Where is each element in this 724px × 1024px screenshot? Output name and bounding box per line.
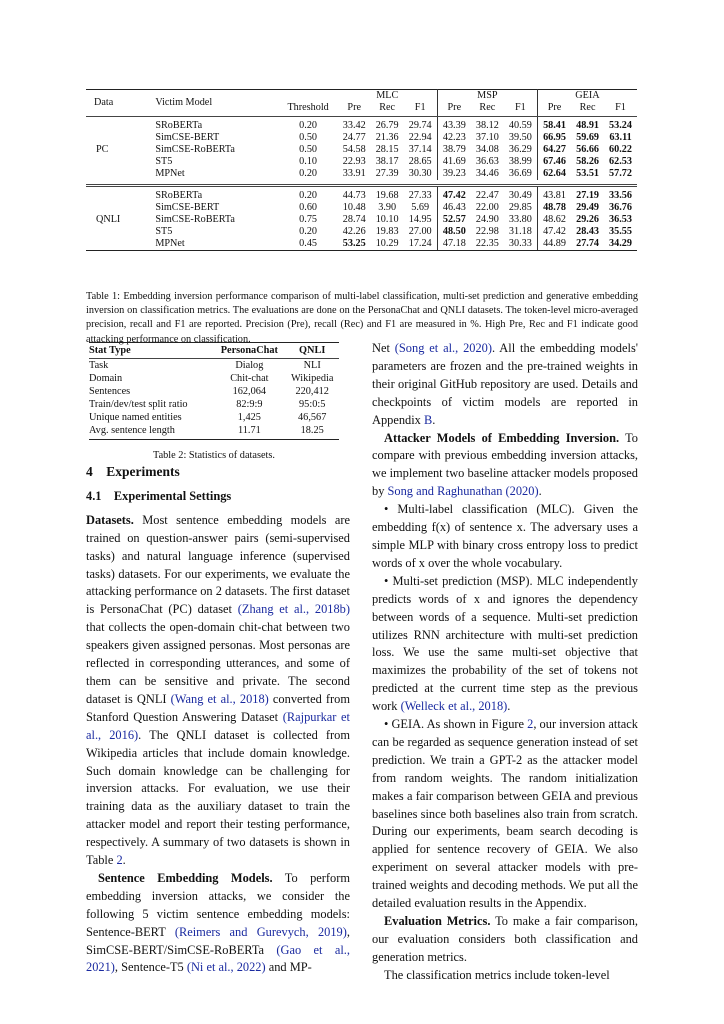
figure-reference-link[interactable]: 2 [527, 717, 534, 732]
metric-cell: 34.46 [475, 168, 499, 179]
metric-cell: 22.47 [475, 190, 499, 201]
metric-cell: 38.12 [475, 120, 499, 131]
metric-cell: 3.90 [378, 202, 397, 213]
subsection-heading: 4.1 Experimental Settings [86, 488, 232, 503]
metric-cell: 34.08 [475, 144, 499, 155]
text: • Multi-set prediction (MSP). MLC independently predicts words of x and ignores the dependency between words of a sequence. Multi-set prediction utilizes RNN architecture with multi-set prediction loss. We use the same multi-set objective that maximizes the probability of the set of tokens not predicted at the current time step as the previous work [372, 573, 638, 714]
metric-cell: 22.00 [475, 202, 499, 213]
metric-cell: 38.79 [437, 144, 471, 156]
metric-cell: 62.53 [609, 156, 632, 167]
metric-cell: 52.57 [437, 214, 471, 226]
table2-cell: Dialog [235, 360, 264, 371]
table-1 [86, 89, 637, 251]
text: Most sentence embedding models are trained on question-answer pairs (semi-supervised tasks) and natural language inference (supervised tasks) datasets. For our experiments, we evaluate the attacking performance on 2 datasets. The first dataset is PersonaChat (PC) dataset [86, 512, 351, 617]
metric-cell: 34.29 [604, 238, 637, 251]
geia-bullet [372, 716, 638, 913]
metric-cell: 19.68 [375, 190, 399, 201]
metric-cell: 17.24 [404, 238, 438, 251]
metric-cell: 54.58 [342, 144, 366, 155]
table2-cell: Domain [89, 373, 123, 384]
metric-cell: 47.18 [437, 238, 471, 251]
metric-cell: 21.36 [375, 132, 399, 143]
metric-cell: 27.00 [408, 226, 432, 237]
metric-cell: 19.83 [375, 226, 399, 237]
header-geia-f1: F1 [604, 102, 637, 117]
header-geia: GEIA [537, 90, 637, 103]
table2-header: PersonaChat [213, 343, 285, 359]
metric-cell: 67.46 [537, 156, 571, 168]
victim-model-cell: SimCSE-RoBERTa [155, 144, 235, 155]
metric-cell: 30.30 [408, 168, 432, 179]
metric-cell: 36.29 [508, 144, 532, 155]
metric-cell: 35.55 [609, 226, 632, 237]
header-geia-rec: Rec [571, 102, 604, 117]
evaluation-metrics-paragraph [372, 913, 638, 967]
paragraph-heading: Sentence Embedding Models. [98, 870, 273, 885]
table2-cell: 46,567 [298, 412, 327, 423]
victim-model-cell: SRoBERTa [155, 120, 203, 131]
metric-cell: 33.80 [508, 214, 532, 225]
metric-cell: 5.69 [411, 202, 430, 213]
section-heading: 4 Experiments [86, 464, 180, 479]
victim-model-cell: SimCSE-RoBERTa [155, 214, 235, 225]
table2-cell: Unique named entities [89, 412, 182, 423]
threshold-cell: 0.20 [299, 226, 317, 237]
table-2-caption: Table 2: Statistics of datasets. [153, 450, 275, 461]
table2-cell: Sentences [89, 386, 131, 397]
metric-cell: 44.89 [537, 238, 571, 251]
metric-cell: 36.53 [609, 214, 632, 225]
metric-cell: 53.25 [338, 238, 371, 251]
metric-cell: 22.94 [408, 132, 432, 143]
metric-cell: 10.10 [375, 214, 399, 225]
table-row [89, 372, 339, 385]
text: To perform embedding inversion attacks, we consider the following 5 victim sentence embedding models: Sentence-BERT [86, 870, 350, 939]
citation-link[interactable]: (Reimers and Gurevych, 2019) [174, 924, 347, 939]
table-row [86, 144, 637, 156]
metric-cell: 40.59 [508, 120, 532, 131]
table2-cell: 18.25 [285, 424, 339, 440]
metric-cell: 37.14 [408, 144, 432, 155]
metric-cell: 43.39 [437, 117, 471, 133]
metric-cell: 37.10 [475, 132, 499, 143]
header-mlc-rec: Rec [371, 102, 404, 117]
metric-cell: 24.77 [342, 132, 366, 143]
table2-cell: NLI [303, 360, 321, 371]
citation-link[interactable]: (Rajpurkar et al., 2016) [86, 709, 350, 742]
threshold-cell: 0.75 [299, 214, 317, 225]
victim-model-cell: MPNet [155, 168, 185, 179]
metric-cell: 42.26 [342, 226, 366, 237]
table2-cell: 220,412 [295, 386, 329, 397]
text: . [122, 853, 126, 868]
metric-cell: 56.66 [576, 144, 600, 155]
table-row [86, 226, 637, 238]
table-reference-link[interactable]: 2 [116, 853, 123, 868]
metric-cell: 38.17 [375, 156, 399, 167]
victim-model-cell: SimCSE-BERT [155, 202, 220, 213]
metric-cell: 48.62 [537, 214, 571, 226]
sentence-embedding-models-paragraph [86, 870, 350, 977]
text: , our inversion attack can be regarded as sequence generation instead of set prediction. We train a GPT-2 as the attacker model from random weights. The random initialization makes a fair comparison between GEIA and previous baselines since both baselines also train from scratch. During our experiments, beam search decoding is applied for sentence recovery of GEIA. We also experiment on several attacker models with pre-trained weights and decoding methods. We put all the detailed evaluation results in the Appendix. [372, 717, 638, 911]
metric-cell: 62.64 [537, 168, 571, 180]
victim-model-cell: SimCSE-BERT [155, 132, 220, 143]
table-1-caption: Table 1: Embedding inversion performance comparison of multi-label classification, multi-set prediction and generative embedding inversion on classification metrics. The evaluations are done on the PersonaChat and QNLI datasets. The token-level micro-averaged precision, recall and F1 are reported. Precision (Pre), recall (Rec) and F1 are measured in %. High Pre, Rec and F1 indicate good attacking performance on classification. [86, 291, 638, 345]
metric-cell: 26.79 [375, 120, 399, 131]
paragraph-heading: Datasets. [86, 512, 134, 527]
table2-cell: 95:0:5 [299, 399, 326, 410]
header-mlc-pre: Pre [338, 102, 371, 117]
victim-model-cell: ST5 [155, 156, 173, 167]
metric-cell: 43.81 [537, 186, 571, 203]
text: that collects the open-domain chit-chat between two speakers given assigned personas. Most personas are reflected in corresponding utterances, and some of them can be sensitive and private. The second dataset is QNLI [86, 620, 350, 706]
table2-cell: 11.71 [213, 424, 285, 440]
metric-cell: 44.73 [342, 190, 366, 201]
table-row [86, 156, 637, 168]
metric-cell: 30.33 [504, 238, 538, 251]
table-row [89, 359, 339, 373]
right-column [372, 340, 638, 985]
paragraph-heading: Evaluation Metrics. [384, 914, 491, 928]
text: . The QNLI dataset is collected from Wikipedia articles that include domain knowledge. Such domain knowledge can be challenging for inversion attacks. For evaluation, we use their training data as the auxiliary dataset to train the attacker model and report their testing performance, respectively. A summary of two datasets is shown in Table [86, 727, 350, 868]
msp-bullet [372, 573, 638, 716]
header-mlc-f1: F1 [404, 102, 438, 117]
metric-cell: 48.91 [576, 120, 600, 131]
metric-cell: 29.74 [408, 120, 432, 131]
table-row [89, 385, 339, 398]
metric-cell: 60.22 [609, 144, 632, 155]
citation-link[interactable]: (Welleck et al., 2018) [400, 699, 508, 714]
table-row [86, 117, 637, 133]
text: converted from Stanford Question Answering Dataset [86, 691, 351, 724]
metric-cell: 36.76 [609, 202, 632, 213]
metric-cell: 36.63 [475, 156, 499, 167]
metric-cell: 33.56 [609, 190, 632, 201]
text: • GEIA. As shown in Figure [384, 717, 528, 732]
metric-cell: 64.27 [537, 144, 571, 156]
metric-cell: 36.69 [508, 168, 532, 179]
metric-cell: 41.69 [437, 156, 471, 168]
metric-cell: 46.43 [437, 202, 471, 214]
header-geia-pre: Pre [537, 102, 571, 117]
table2-cell: 162,064 [232, 386, 267, 397]
table2-header: Stat Type [89, 343, 213, 359]
header-data: Data [86, 90, 135, 117]
table2-cell: Wikipedia [290, 373, 334, 384]
classification-metrics-paragraph: The classification metrics include token-level [384, 967, 610, 982]
header-threshold: Threshold [278, 102, 337, 117]
metric-cell: 47.42 [537, 226, 571, 238]
metric-cell: 29.49 [576, 202, 600, 213]
threshold-cell: 0.10 [299, 156, 317, 167]
table2-cell: Avg. sentence length [89, 424, 213, 440]
metric-cell: 33.42 [342, 120, 366, 131]
header-msp-rec: Rec [471, 102, 504, 117]
metric-cell: 38.99 [508, 156, 532, 167]
text: , SimCSE-BERT/SimCSE-RoBERTa [86, 924, 350, 957]
metric-cell: 57.72 [609, 168, 632, 179]
table-row [89, 424, 339, 440]
metric-cell: 66.95 [537, 132, 571, 144]
citation-link[interactable]: (Song et al., 2020) [394, 341, 493, 355]
metric-cell: 63.11 [609, 132, 632, 143]
metric-cell: 33.91 [342, 168, 366, 179]
threshold-cell: 0.20 [299, 120, 317, 131]
text: To make a fair comparison, our evaluation considers both classification and generation metrics. [372, 914, 638, 964]
text: . [432, 412, 436, 427]
metric-cell: 30.49 [508, 190, 532, 201]
metric-cell: 27.33 [408, 190, 432, 201]
datasets-paragraph [86, 512, 350, 870]
table2-cell: Train/dev/test split ratio [89, 399, 188, 410]
metric-cell: 22.35 [471, 238, 504, 251]
metric-cell: 28.74 [342, 214, 366, 225]
metric-cell: 42.23 [437, 132, 471, 144]
metric-cell: 27.19 [576, 190, 600, 201]
paragraph-heading: Attacker Models of Embedding Inversion. [384, 430, 620, 445]
header-msp: MSP [437, 90, 537, 103]
metric-cell: 31.18 [508, 226, 532, 237]
metric-cell: 28.15 [375, 144, 399, 155]
metric-cell: 29.85 [508, 202, 532, 213]
metric-cell: 27.74 [571, 238, 604, 251]
header-msp-f1: F1 [504, 102, 538, 117]
victim-model-cell: SRoBERTa [155, 190, 203, 201]
attacker-models-paragraph [372, 430, 638, 502]
victim-model-cell: MPNet [135, 238, 278, 251]
table-2 [89, 342, 339, 440]
metric-cell: 10.48 [342, 202, 366, 213]
left-column [86, 463, 350, 977]
threshold-cell: 0.20 [299, 190, 317, 201]
metric-cell: 22.98 [475, 226, 499, 237]
metric-cell: 48.50 [437, 226, 471, 238]
metric-cell: 28.65 [408, 156, 432, 167]
table-row [86, 202, 637, 214]
table-row [86, 214, 637, 226]
victim-model-cell: ST5 [155, 226, 173, 237]
table2-header: QNLI [285, 343, 339, 359]
metric-cell: 39.23 [437, 168, 471, 180]
text: . [507, 699, 511, 714]
metric-cell: 53.51 [576, 168, 600, 179]
metric-cell: 24.90 [475, 214, 499, 225]
metric-cell: 22.93 [342, 156, 366, 167]
text: . All the embedding models' parameters are frozen and the pre-trained weights in their original GitHub repository are used. Details and checkpoints of victim models are reported in Appendix [372, 341, 638, 427]
citation-link[interactable]: (Gao et al., 2021) [86, 942, 351, 975]
table2-cell: Chit-chat [230, 373, 269, 384]
header-mlc: MLC [376, 90, 399, 101]
table2-cell: 82:9:9 [236, 399, 263, 410]
citation-link[interactable]: (Ni et al., 2022) [186, 960, 266, 975]
table2-cell: Task [89, 360, 109, 371]
citation-link[interactable]: (Wang et al., 2018) [170, 691, 269, 706]
dataset-label: QNLI [86, 186, 135, 251]
text: . [538, 484, 542, 499]
threshold-cell: 0.60 [299, 202, 317, 213]
metric-cell: 58.26 [576, 156, 600, 167]
table-row [86, 238, 637, 251]
citation-link[interactable]: Song and Raghunathan (2020) [387, 484, 539, 499]
table-row [89, 398, 339, 411]
metric-cell: 10.29 [371, 238, 404, 251]
metric-cell: 29.26 [576, 214, 600, 225]
metric-cell: 39.50 [508, 132, 532, 143]
text: Net [372, 341, 395, 355]
metric-cell: 59.69 [576, 132, 600, 143]
threshold-cell: 0.50 [299, 144, 317, 155]
threshold-cell: 0.45 [278, 238, 337, 251]
mlc-bullet: • Multi-label classification (MLC). Given the embedding f(x) of sentence x. The adversary uses a simple MLP with binary cross entropy loss to predict words of x over the whole vocabulary. [372, 502, 638, 570]
header-victim-model: Victim Model [135, 90, 278, 117]
text: and MP- [265, 960, 312, 975]
text: To compare with previous embedding inversion attacks, we implement two baseline attacker models proposed by [372, 430, 638, 499]
table-row [89, 411, 339, 424]
metric-cell: 47.42 [437, 186, 471, 203]
appendix-reference-link[interactable]: B [423, 412, 433, 427]
table-row [86, 168, 637, 180]
table-row [86, 132, 637, 144]
citation-link[interactable]: (Zhang et al., 2018b) [237, 602, 350, 617]
table-row [86, 186, 637, 203]
metric-cell: 48.78 [537, 202, 571, 214]
metric-cell: 14.95 [408, 214, 432, 225]
metric-cell: 58.41 [537, 117, 571, 133]
threshold-cell: 0.20 [299, 168, 317, 179]
table2-cell: 1,425 [237, 412, 261, 423]
metric-cell: 28.43 [576, 226, 600, 237]
metric-cell: 27.39 [375, 168, 399, 179]
header-msp-pre: Pre [437, 102, 471, 117]
threshold-cell: 0.50 [299, 132, 317, 143]
dataset-label: PC [96, 144, 109, 155]
models-paragraph [372, 340, 638, 430]
text: , Sentence-T5 [114, 960, 187, 975]
metric-cell: 53.24 [609, 120, 632, 131]
